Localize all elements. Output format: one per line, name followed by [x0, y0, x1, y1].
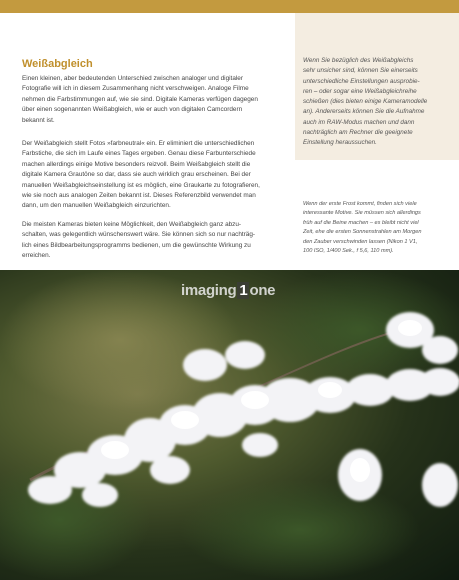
text-line: Wenn Sie bezüglich des Weißabgleichs	[303, 57, 414, 64]
text-line: Einstellung heraussuchen.	[303, 139, 377, 147]
text-line: machen allerdings einige Motive besonders reizvoll. Beim Weißabgleich stellt die	[22, 160, 251, 168]
text-line: Die meisten Kameras bieten keine Möglichkeit, den Weißabgleich ganz abzu-	[22, 221, 242, 228]
text-line: erreichen.	[22, 252, 51, 260]
text-line: dann, um den manuellen Weißabgleich einzurichten.	[22, 202, 171, 210]
text-line: nehmen die Farbstimmungen auf, wie sie sind. Digitale Kameras verfügen dagegen	[22, 95, 258, 103]
section-heading: Weißabgleich	[22, 58, 93, 70]
text-line: wie sie noch aus analogen Zeiten bekannt ist. Dieses Referenzbild verwendet man	[22, 192, 256, 200]
text-line: unterschiedliche Einstellungen ausprobie-	[303, 77, 420, 85]
text-line: Zeit, ehe die ersten Sonnenstrahlen am Morgen	[303, 229, 422, 236]
text-line: nachträglich am Rechner die geeignete	[303, 129, 413, 137]
frost-branch-photo	[0, 270, 459, 580]
watermark-text-2: one	[249, 282, 276, 299]
text-line: 100 ISO, 1/400 Sek., f 5,6, 110 mm).	[303, 248, 394, 255]
text-line: an). Andererseits können Sie die Aufnahme	[303, 108, 425, 116]
text-line: schießen (dies bieten einige Kameramodelle	[303, 98, 428, 106]
watermark-box: 1	[239, 282, 248, 299]
text-line: Farbstiche, die sich im Laufe eines Tages ergeben. Genau diese Farbunterschiede	[22, 150, 256, 158]
text-line: ren – oder sogar eine Weißabgleichreihe	[303, 87, 417, 95]
text-line: Einen kleinen, aber bedeutenden Unterschied zwischen analoger und digitaler	[22, 75, 243, 82]
photo-caption	[303, 200, 455, 256]
text-line: über einen sogenannten Weißabgleich, wie er auch von digitalen Camcordern	[22, 106, 243, 114]
text-line: interessante Motive. Sie müssen sich allerdings	[303, 210, 421, 217]
text-line: schalten, was gelegentlich wünschenswert wäre. Sie können sich so nur nachträg-	[22, 231, 256, 239]
body-paragraph-3	[22, 220, 284, 262]
text-line: lich eines Bildbearbeitungsprogramms bedienen, um die gewünschte Wirkung zu	[22, 241, 251, 249]
text-line: digitale Kamera Grautöne so dar, dass sie auch wirklich grau erscheinen. Bei der	[22, 171, 251, 179]
watermark-text: imaging	[181, 282, 237, 299]
body-paragraph-1	[22, 74, 284, 126]
frost-branch-illustration	[0, 270, 459, 580]
sidebar-note	[303, 56, 453, 149]
text-line: sehr unsicher sind, können Sie einerseits	[303, 67, 418, 75]
text-line: bekannt ist.	[22, 116, 55, 124]
imaging-one-watermark-logo	[181, 282, 275, 299]
text-line: Der Weißabgleich stellt Fotos »farbneutral« ein. Er eliminiert die unterschiedlichen	[22, 140, 255, 147]
text-line: Fotografie will ich in diesem Zusammenhang nicht verschweigen. Analoge Filme	[22, 85, 249, 93]
text-line: den Zauber verschwinden lassen (Nikon 1 V1,	[303, 238, 418, 245]
text-line: früh auf die Beine machen – es bleibt nicht viel	[303, 219, 419, 226]
top-accent-bar	[0, 0, 459, 13]
body-paragraph-2	[22, 139, 284, 212]
text-line: auch im RAW-Modus machen und dann	[303, 118, 415, 126]
text-line: manuellen Weißabgleichseinstellung ist es möglich, eine Graukarte zu fotografieren,	[22, 181, 260, 189]
text-line: Wenn der erste Frost kommt, finden sich viele	[303, 201, 417, 207]
